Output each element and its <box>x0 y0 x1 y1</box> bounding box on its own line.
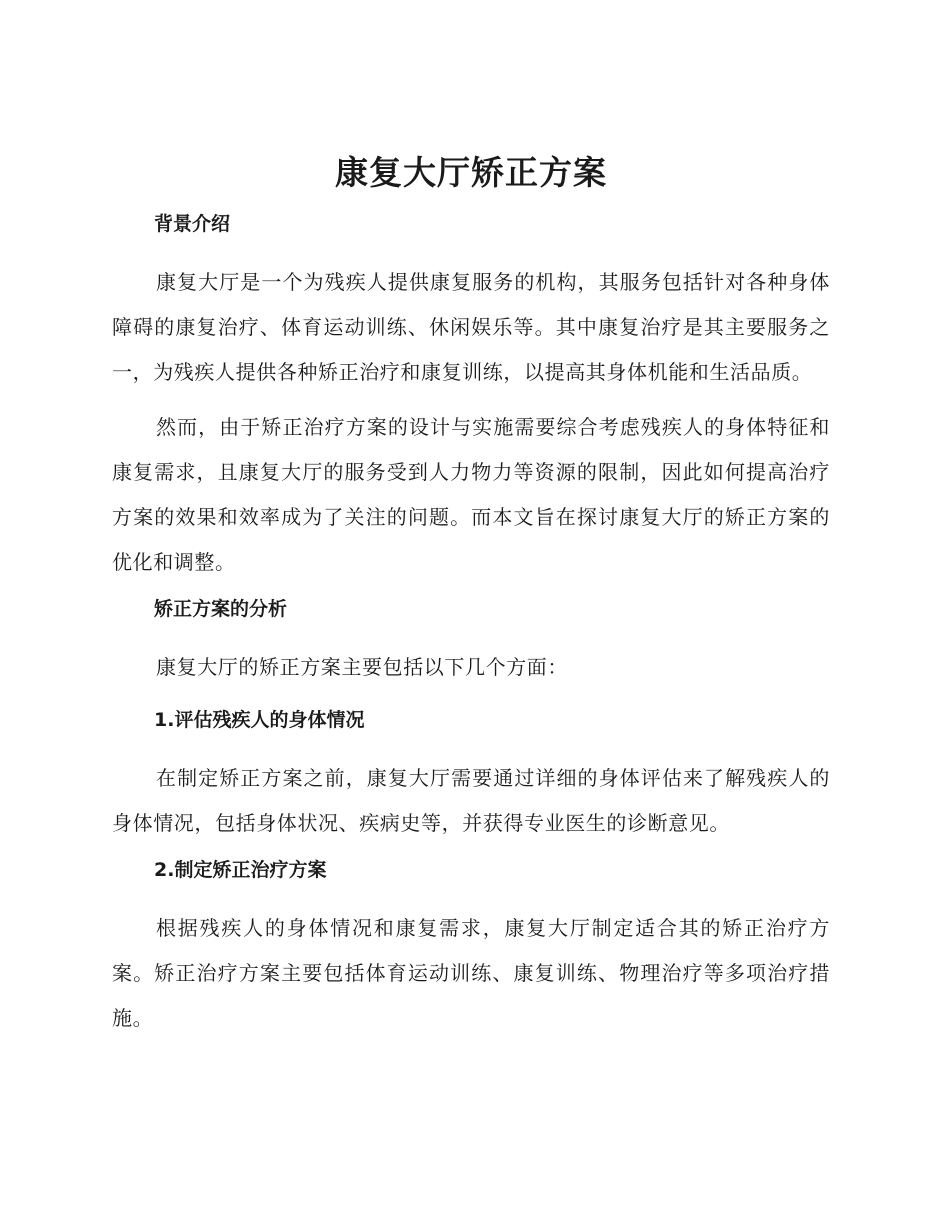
subheading-item-1: 1.评估残疾人的身体情况 <box>154 709 365 731</box>
document-title: 康复大厅矫正方案 <box>335 153 607 192</box>
paragraph-background-2: 然而，由于矫正治疗方案的设计与实施需要综合考虑残疾人的身体特征和康复需求，且康复大厅的服务受到人力物力等资源的限制，因此如何提高治疗方案的效果和效率成为了关注的问题。而本文旨在探讨康复大厅的矫正方案的优化和调整。 <box>112 415 830 574</box>
paragraph-item-1: 在制定矫正方案之前，康复大厅需要通过详细的身体评估来了解残疾人的身体情况，包括身体状况、疾病史等，并获得专业医生的诊断意见。 <box>112 766 830 835</box>
subheading-item-2: 2.制定矫正治疗方案 <box>154 859 327 881</box>
section-heading-analysis: 矫正方案的分析 <box>154 598 288 620</box>
document-body <box>112 150 830 1051</box>
section-heading-background: 背景介绍 <box>154 213 231 235</box>
paragraph-background-1: 康复大厅是一个为残疾人提供康复服务的机构，其服务包括针对各种身体障碍的康复治疗、体育运动训练、休闲娱乐等。其中康复治疗是其主要服务之一，为残疾人提供各种矫正治疗和康复训练，以提高其身体机能和生活品质。 <box>112 270 830 384</box>
paragraph-item-2: 根据残疾人的身体情况和康复需求，康复大厅制定适合其的矫正治疗方案。矫正治疗方案主要包括体育运动训练、康复训练、物理治疗等多项治疗措施。 <box>112 916 830 1030</box>
paragraph-analysis-intro: 康复大厅的矫正方案主要包括以下几个方面： <box>156 655 568 679</box>
